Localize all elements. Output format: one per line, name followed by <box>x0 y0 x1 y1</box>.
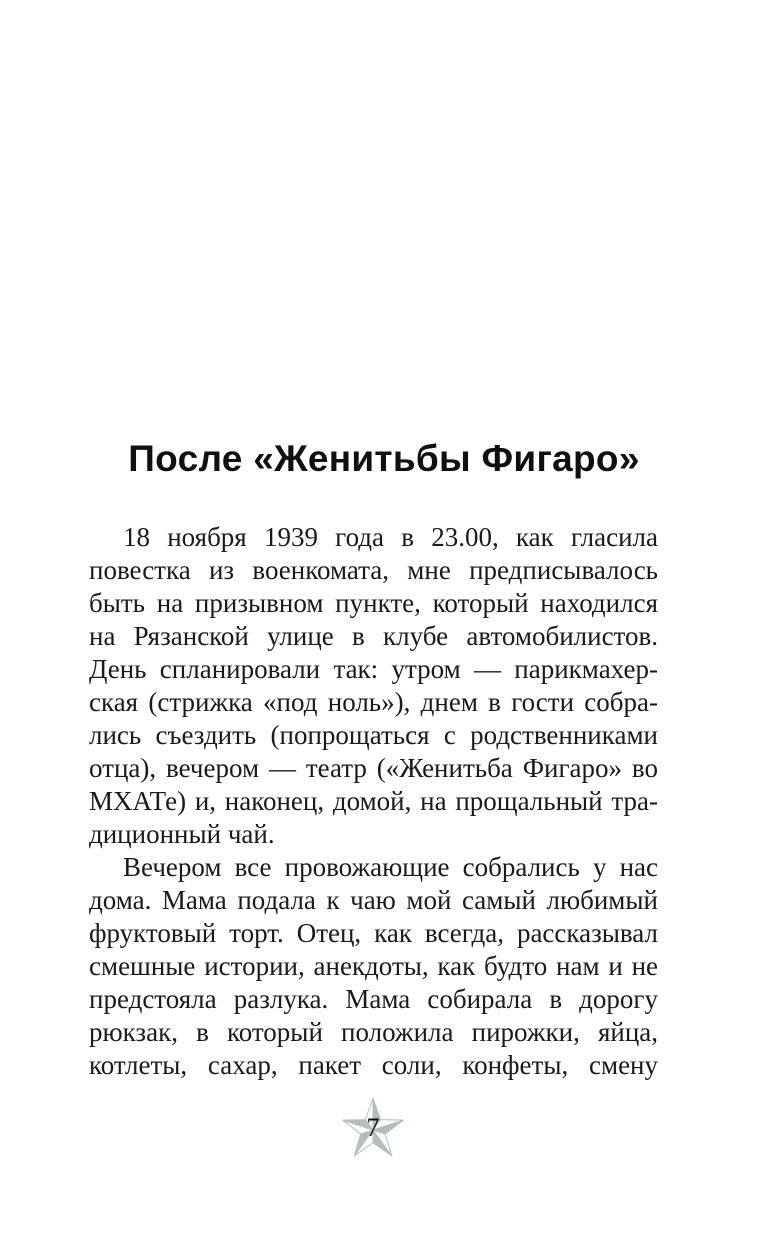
text-line: котлеты, сахар, пакет соли, конфеты, смену <box>89 1050 658 1080</box>
text-line: быть на призывном пункте, который находился <box>89 588 658 618</box>
text-line: диционный чай. <box>89 819 275 849</box>
text-line: отца), вечером — театр («Женитьба Фигаро» во <box>89 753 658 783</box>
page-footer <box>0 1096 768 1164</box>
chapter-title: После «Женитьбы Фигаро» <box>128 438 640 479</box>
text-line: День спланировали так: утром — парикмахер- <box>89 654 658 684</box>
text-line: повестка из военкомата, мне предписывалось <box>89 555 658 585</box>
text-line: МХАТе) и, наконец, домой, на прощальный тра- <box>89 786 658 816</box>
text-line: смешные истории, анекдоты, как будто нам и не <box>89 951 658 981</box>
page-number: 7 <box>366 1113 380 1142</box>
text-line: ская (стрижка «под ноль»), днем в гости собра- <box>89 687 658 717</box>
text-line: 18 ноября 1939 года в 23.00, как гласила <box>123 522 658 552</box>
chapter-star-icon <box>338 1096 408 1164</box>
body-text <box>89 521 658 1082</box>
text-line: рюкзак, в который положила пирожки, яйца, <box>89 1017 658 1047</box>
text-line: фруктовый торт. Отец, как всегда, рассказывал <box>89 918 658 948</box>
text-line: на Рязанской улице в клубе автомобилистов. <box>89 621 658 651</box>
text-line: предстояла разлука. Мама собирала в дорогу <box>89 984 658 1014</box>
text-line: Вечером все провожающие собрались у нас <box>123 852 658 882</box>
text-line: лись съездить (попрощаться с родственниками <box>89 720 658 750</box>
text-line: дома. Мама подала к чаю мой самый любимый <box>89 885 658 915</box>
